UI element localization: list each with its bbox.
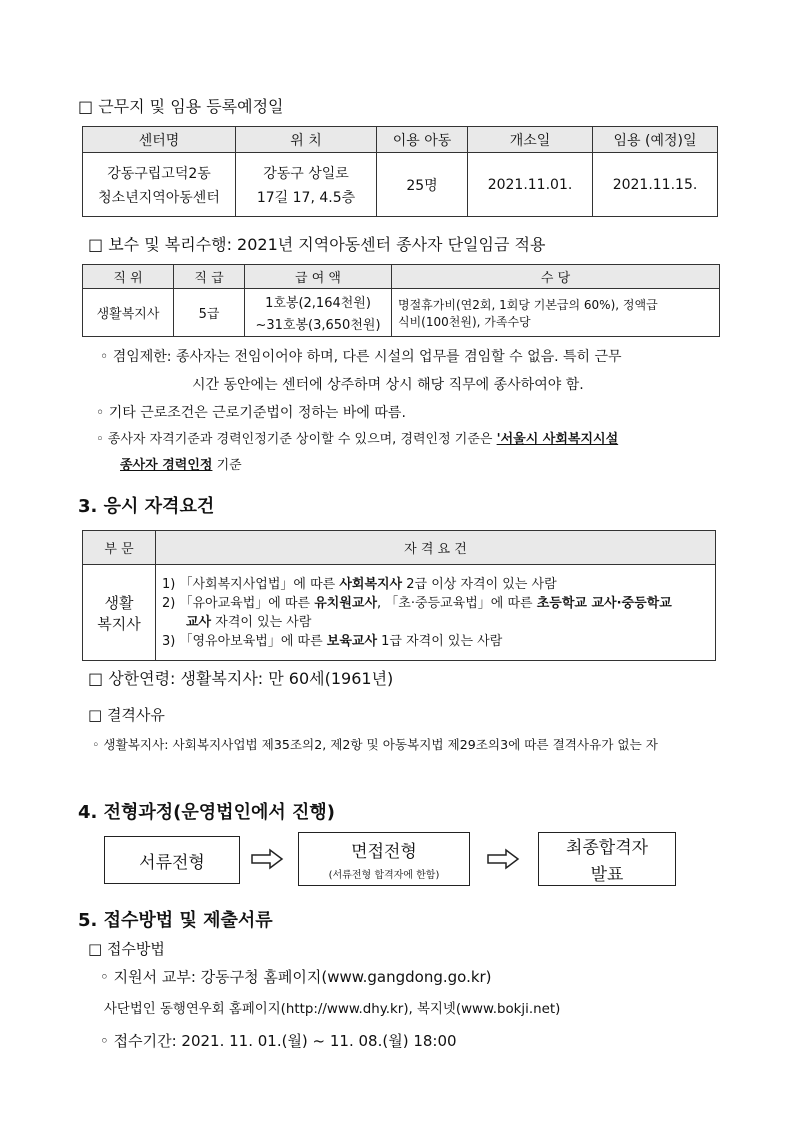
workplace-table — [82, 126, 718, 217]
step-document-screening — [104, 836, 240, 884]
open-date-cell: 2021.11.01. — [468, 153, 593, 217]
allowance-line1: 명절휴가비(연2회, 1회당 기본급의 60%), 정액급 — [398, 297, 658, 312]
category-cell — [83, 565, 156, 661]
children-cell: 25명 — [377, 153, 468, 217]
pay-cell — [245, 289, 392, 337]
location-cell — [236, 153, 377, 217]
reception-application-cont: 사단법인 동행연우회 홈페이지(http://www.dhy.kr), 복지넷(www.bokji.net) — [104, 1002, 561, 1017]
step3-label-line1: 최종합격자 — [565, 838, 649, 858]
bullet-concurrent-cont: 시간 동안에는 센터에 상주하며 상시 해당 직무에 종사하여야 함. — [192, 377, 584, 393]
allowance-cell — [392, 289, 720, 337]
center-name-line2: 청소년지역아동센터 — [98, 189, 220, 206]
career-standard-link-cont: 종사자 경력인정 — [120, 458, 213, 473]
requirement-1: 1) 「사회복지사업법」에 따른 사회복지사 2급 이상 자격이 있는 사람 — [162, 576, 557, 592]
step-interview — [298, 832, 470, 886]
bullet-career-tail: 기준 — [212, 458, 242, 473]
section4-title: 4. 전형과정(운영법인에서 진행) — [78, 802, 336, 823]
bullet-concurrent: ◦ 겸임제한: 종사자는 전임이어야 하며, 다른 시설의 업무를 겸임할 수 없음. 특히 근무 — [100, 349, 622, 365]
appoint-date-cell: 2021.11.15. — [593, 153, 718, 217]
allowance-line2: 식비(100천원), 가족수당 — [398, 314, 531, 329]
age-limit: □ 상한연령: 생활복지사: 만 60세(1961년) — [88, 669, 394, 688]
table-header: 수 당 — [392, 265, 720, 289]
arrow-right-icon — [250, 848, 284, 870]
table-header: 직 위 — [83, 265, 174, 289]
bullet-career-cont — [120, 454, 242, 473]
table-header: 이용 아동 — [377, 127, 468, 153]
category-line1: 생활 — [104, 593, 134, 612]
bullet-career-text: ◦ 종사자 자격기준과 경력인정기준 상이할 수 있으며, 경력인정 기준은 — [96, 432, 497, 447]
requirements-cell — [156, 565, 716, 661]
disqualification-text: ◦ 생활복지사: 사회복지사업법 제35조의2, 제2항 및 아동복지법 제29조의3에 따른 결격사유가 없는 자 — [92, 737, 658, 752]
bullet-career — [96, 428, 618, 447]
center-name-cell — [83, 153, 236, 217]
section-workplace-title: □ 근무지 및 임용 등록예정일 — [78, 97, 284, 116]
table-header: 급 여 액 — [245, 265, 392, 289]
table-header: 위 치 — [236, 127, 377, 153]
category-line2: 복지사 — [97, 614, 141, 633]
location-line1: 강동구 상일로 — [263, 165, 349, 182]
reception-title: □ 접수방법 — [88, 940, 165, 958]
pay-line1: 1호봉(2,164천원) — [265, 296, 371, 311]
position-cell: 생활복지사 — [83, 289, 174, 337]
location-line2: 17길 17, 4.5층 — [256, 189, 356, 206]
reception-application: ◦ 지원서 교부: 강동구청 홈페이지(www.gangdong.go.kr) — [100, 968, 492, 986]
step3-label-line2: 발표 — [590, 865, 624, 885]
step2-note: (서류전형 합격자에 한함) — [328, 870, 440, 881]
reception-period: ◦ 접수기간: 2021. 11. 01.(월) ~ 11. 08.(월) 18:00 — [100, 1032, 457, 1050]
table-header: 부 문 — [83, 531, 156, 565]
pay-table — [82, 264, 720, 337]
section-pay-title: □ 보수 및 복리수행: 2021년 지역아동센터 종사자 단일임금 적용 — [88, 235, 546, 254]
career-standard-link: '서울시 사회복지시설 — [496, 432, 619, 447]
section3-title: 3. 응시 자격요건 — [78, 496, 215, 517]
step1-label: 서류전형 — [139, 852, 205, 873]
section5-title: 5. 접수방법 및 제출서류 — [78, 910, 273, 931]
requirement-3: 3) 「영유아보육법」에 따른 보육교사 1급 자격이 있는 사람 — [162, 633, 503, 649]
requirement-2-cont: 교사 자격이 있는 사람 — [186, 614, 312, 630]
qualification-table — [82, 530, 716, 661]
requirement-2: 2) 「유아교육법」에 따른 유치원교사, 「초·중등교육법」에 따른 초등학교 교사·중등학교 — [162, 595, 672, 611]
table-header: 센터명 — [83, 127, 236, 153]
bullet-labor: ◦ 기타 근로조건은 근로기준법이 정하는 바에 따름. — [96, 405, 406, 421]
arrow-right-icon — [486, 848, 520, 870]
table-header: 직 급 — [174, 265, 245, 289]
table-header: 자 격 요 건 — [156, 531, 716, 565]
table-header: 임용 (예정)일 — [593, 127, 718, 153]
table-header: 개소일 — [468, 127, 593, 153]
step2-label: 면접전형 — [351, 842, 417, 862]
grade-cell: 5급 — [174, 289, 245, 337]
step-final-announcement — [538, 832, 676, 886]
center-name-line1: 강동구립고덕2동 — [107, 165, 211, 182]
pay-line2: ~31호봉(3,650천원) — [255, 318, 381, 333]
disqualification-title: □ 결격사유 — [88, 706, 165, 724]
